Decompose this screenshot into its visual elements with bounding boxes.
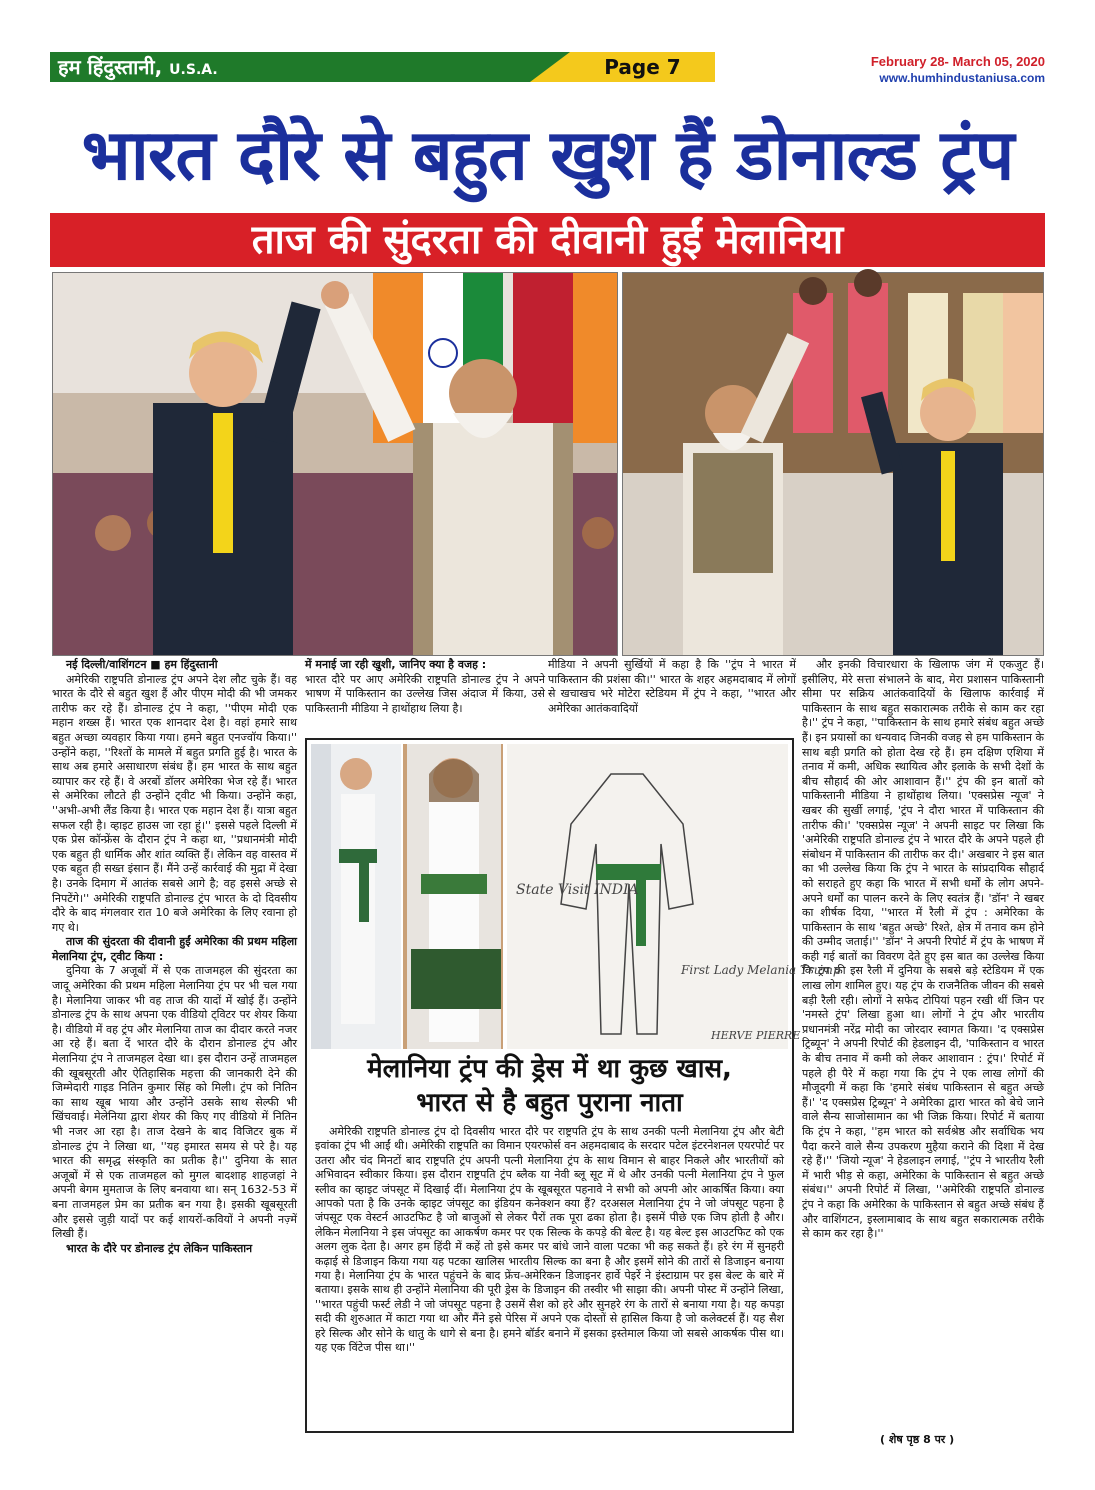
article-column-4 [802, 658, 1044, 1428]
website-link[interactable]: www.humhindustaniusa.com [879, 71, 1045, 85]
article-column-1 [52, 658, 297, 1448]
paper-name-text: हम हिंदुस्तानी, [58, 55, 163, 79]
boxed-heading-line-2: भारत से है बहुत पुराना नाता [416, 1088, 683, 1118]
page-number: Page 7 [570, 52, 715, 82]
paper-region: U.S.A. [169, 62, 218, 78]
designer-signature: HERVE PIERRE [711, 1029, 801, 1042]
article-subheading: में मनाई जा रही खुशी, जानिए क्या है वजह : [305, 658, 487, 671]
masthead [50, 52, 1045, 85]
sketch-label-state-visit: State Visit INDIA [516, 882, 639, 898]
issue-date: February 28- March 05, 2020 [870, 54, 1045, 69]
article-paragraph: मीडिया ने अपनी सुर्खियों में कहा है कि ''ट्रंप ने भारत में पाकिस्तान की प्रशंसा की।'' भारत के शहर अहमदाबाद में लोगों से खचाखच भरे मोटेरा स्टेडियम में ट्रंप ने कहा, ''भारत और अमेरिका आतंकवादियों [548, 658, 796, 715]
article-paragraph: और इनकी विचारधारा के खिलाफ जंग में एकजुट हैं। इसीलिए, मेरे सत्ता संभालने के बाद, मेरा प्रशासन पाकिस्तानी सीमा पर सक्रिय आतंकवादियों के खिलाफ कार्रवाई में पाकिस्तान के साथ बहुत सकारात्मक तरीके से काम कर रहा है।'' ट्रंप ने कहा, ''पाकिस्तान के साथ हमारे संबंध बहुत अच्छे हैं। इन प्रयासों का धन्यवाद जिनकी वजह से हम पाकिस्तान के साथ बड़ी प्रगति को होता देख रहे हैं। हम दक्षिण एशिया में तनाव में कमी, अधिक स्थायित्व और इलाके के सभी देशों के बीच सौहार्द की ओर आशावान हैं।'' ट्रंप की इन बातों को पाकिस्तानी मीडिया ने हाथोंहाथ लिया। 'एक्सप्रेस न्यूज' ने खबर की सुर्खी लगाई, 'ट्रंप ने दौरा भारत में पाकिस्तान की तारीफ की।' 'एक्सप्रेस न्यूज' ने अपनी साइट पर लिखा कि 'अमेरिकी राष्ट्रपति डोनाल्ड ट्रंप ने भारत दौरे के अपने पहले ही संबोधन में पाकिस्तान की तारीफ कर दी।' अखबार ने इस बात का भी उल्लेख किया कि ट्रंप ने भारत के सांप्रदायिक सौहार्द को सराहते हुए कहा कि भारत में सभी धर्मों के लोग अपने-अपने धर्मों का पालन करने के लिए स्वतंत्र हैं। 'डॉन' ने खबर का शीर्षक दिया, ''भारत में रैली में ट्रंप : अमेरिका के पाकिस्तान के साथ 'बहुत अच्छे' रिश्ते, क्षेत्र में तनाव कम होने की उम्मीद जताई।'' 'डॉन' ने अपनी रिपोर्ट में ट्रंप के भाषण में कही गई बातों का विवरण देते हुए इस बात का उल्लेख किया कि ट्रंप की इस रैली में दुनिया के सबसे बड़े स्टेडियम में एक लाख लोग शामिल हुए। यह ट्रंप के राजनैतिक जीवन की सबसे बड़ी रैली रही। लोगों ने सफेद टोपियां पहन रखी थीं जिन पर 'नमस्ते ट्रंप' लिखा हुआ था। लोगों ने ट्रंप और भारतीय प्रधानमंत्री नरेंद्र मोदी का जोरदार स्वागत किया। 'द एक्सप्रेस ट्रिब्यून' ने अपनी रिपोर्ट की हेडलाइन दी, 'पाकिस्तान व भारत के बीच तनाव में कमी को लेकर आशावान : ट्रंप।' रिपोर्ट में पहले ही पैरे में कहा गया कि ट्रंप ने एक लाख लोगों की मौजूदगी में कहा कि 'हमारे संबंध पाकिस्तान से बहुत अच्छे हैं।' 'द एक्सप्रेस ट्रिब्यून' ने अमेरिका द्वारा भारत को बेचे जाने वाले सैन्य साजोसामान का भी जिक्र किया। रिपोर्ट में बताया कि ट्रंप ने कहा, ''हम भारत को सर्वश्रेष्ठ और सर्वाधिक भय पैदा करने वाले सैन्य उपकरण मुहैया कराने की दिशा में देख रहे हैं।'' 'जियो न्यूज' ने हेडलाइन लगाई, ''ट्रंप ने भारतीय रैली में भारी भीड़ से कहा, अमेरिका के पाकिस्तान से बहुत अच्छे संबंध।'' अपनी रिपोर्ट में लिखा, ''अमेरिकी राष्ट्रपति डोनाल्ड ट्रंप ने कहा कि अमेरिका के पाकिस्तान से बहुत अच्छे संबंध हैं और वाशिंगटन, इस्लामाबाद के साथ बहुत सकारात्मक तरीके से काम कर रहा है।'' [802, 658, 1044, 1241]
article-paragraph: भारत दौरे पर आए अमेरिकी राष्ट्रपति डोनाल्ड ट्रंप ने अपने भाषण में पाकिस्तान का उल्लेख जिस अंदाज में किया, उसे पाकिस्तानी मीडिया ने हाथोंहाथ लिया है। [305, 672, 545, 715]
sub-headline: ताज की सुंदरता की दीवानी हुईं मेलानिया [50, 213, 1045, 267]
main-headline: भारत दौरे से बहुत खुश हैं डोनाल्ड ट्रंप [81, 114, 1014, 196]
article-paragraph: दुनिया के 7 अजूबों में से एक ताजमहल की सुंदरता का जादू अमेरिका की प्रथम महिला मेलानिया ट्रंप पर भी चल गया है। मेलानिया जाकर भी वह ताज की यादों में खोई हैं। उन्होंने डोनाल्ड ट्रंप के साथ अपना एक वीडियो ट्विटर पर शेयर किया है। वीडियो में वह ट्रंप और मेलानिया ताज का दीदार करते नजर आ रहे हैं। बता दें भारत दौरे के दौरान डोनाल्ड ट्रंप और मेलानिया ट्रंप ने ताजमहल देखा था। इस दौरान उन्हें ताजमहल की खूबसूरती और ऐतिहासिक महत्ता की जानकारी देने की जिम्मेदारी गाइड नितिन कुमार सिंह को मिली। ट्रंप को नितिन का साथ खूब भाया और उन्होंने उसके साथ सेल्फी भी खिंचवाई। मेलेनिया द्वारा शेयर की किए गए वीडियो में नितिन भी नजर आ रहा है। ताज देखने के बाद विजिटर बुक में डोनाल्ड ट्रंप ने लिखा था, ''यह इमारत समय से परे है। यह भारत की समृद्ध संस्कृति का प्रतीक है।'' दुनिया के सात अजूबों में से एक ताजमहल को मुगल बादशाह शाहजहां ने अपनी बेगम मुमताज के लिए बनवाया था। सन् 1632-53 में बना ताजमहल प्रेम का प्रतीक बन गया है। इसकी खूबसूरती और इससे जुड़ी यादों पर कई शायरों-कवियों ने अपनी नज़्में लिखी हैं। [52, 964, 297, 1241]
article-column-3 [548, 658, 796, 728]
article-dateline: नई दिल्ली/वाशिंगटन ■ हम हिंदुस्तानी [66, 658, 218, 671]
masthead-divider [530, 52, 570, 82]
photo-modi-trump-waving [622, 272, 1044, 656]
boxed-story-heading [313, 1052, 786, 1120]
article-paragraph: अमेरिकी राष्ट्रपति डोनाल्ड ट्रंप अपने देश लौट चुके हैं। वह भारत के दौरे से बहुत खुश हैं और पीएम मोदी की भी जमकर तारीफ कर रहे हैं। डोनाल्ड ट्रंप ने कहा, ''पीएम मोदी एक महान शख्स हैं। भारत एक शानदार देश है। वहां हमारे साथ बहुत अच्छा व्यवहार किया गया। हमने बहुत एनज्वॉय किया।'' उन्होंने कहा, ''रिश्तों के मामले में बहुत प्रगति हुई है। भारत के साथ अब हमारे असाधारण संबंध हैं। हम भारत के साथ बहुत व्यापार कर रहे हैं। वे अरबों डॉलर अमेरिका भेज रहे हैं। भारत से अमेरिका लौटते ही उन्होंने ट्वीट भी किया। उन्होंने कहा, ''अभी-अभी लैंड किया है। भारत एक महान देश हैं। यात्रा बहुत सफल रही है। व्हाइट हाउस जा रहा हूं।'' इससे पहले दिल्ली में एक प्रेस कॉन्फ्रेंस के दौरान ट्रंप ने कहा था, ''प्रधानमंत्री मोदी एक बहुत ही धार्मिक और शांत व्यक्ति हैं। लेकिन वह वास्तव में एक बहुत ही सख्त इंसान हैं। मैंने उन्हें कार्रवाई की मुद्रा में देखा है। उनके दिमाग में आतंक सबसे आगे है; वह इससे अच्छे से निपटेंगे।'' अमेरिकी राष्ट्रपति डोनाल्ड ट्रंप भारत के दो दिवसीय दौरे के बाद मंगलवार रात 10 बजे अमेरिका के लिए रवाना हो गए थे। [52, 672, 297, 934]
boxed-story-body: अमेरिकी राष्ट्रपति डोनाल्ड ट्रंप दो दिवसीय भारत दौरे पर राष्ट्रपति ट्रंप के साथ उनकी पत्नी मेलानिया ट्रंप और बेटी इवांका ट्रंप भी आईं थी। अमेरिकी राष्ट्रपति का विमान एयरफोर्स वन अहमदाबाद के सरदार पटेल इंटरनेशनल एयरपोर्ट पर उतरा और चंद मिनटों बाद राष्ट्रपति ट्रंप अपनी पत्नी मेलानिया ट्रंप के साथ विमान से बाहर निकले और भारतीयों को अभिवादन स्वीकार किया। इस दौरान राष्ट्रपति ट्रंप ब्लैक या नेवी ब्लू सूट में थे और उनकी पत्नी मेलानिया ट्रंप ने फुल स्लीव का व्हाइट जंपसूट में दिखाई दीं। मेलानिया ट्रंप के खूबसूरत पहनावे ने सभी को अपनी ओर आकर्षित किया। क्या आपको पता है कि उनके व्हाइट जंपसूट का इंडियन कनेक्शन क्या हैं? दरअसल मेलानिया ट्रंप ने जो जंपसूट पहना है जंपसूट एक वेस्टर्न आउटफिट है जो बाजुओं से लेकर पैरों तक पूरा ढका होता है। इसमें पीछे एक जिप होती है और। लेकिन मेलानिया ने इस जंपसूट का आकर्षण कमर पर एक सिल्क के कपड़े की बेल्ट है। यह बेल्ट इस आउटफिट को एक अलग लुक देता है। अगर हम हिंदी में कहें तो इसे कमर पर बांधे जाने वाला पटका भी कह सकते हैं। हरे रंग में सुनहरी कढ़ाई से डिजाइन किया गया यह पटका खालिस भारतीय सिल्क का बना है और इसमें सोने की तारों से डिजाइन बनाया गया है। मेलानिया ट्रंप के भारत पहुंचने के बाद फ्रेंच-अमेरिकन डिजाइनर हार्वे पेइर्रे ने इंस्टाग्राम पर इस बेल्ट के बारे में बताया। इसके साथ ही उन्होंने मेलानिया की पूरी ड्रेस के डिजाइन की तस्वीर भी साझा की। अपनी पोस्ट में उन्होंने लिखा, ''भारत पहुंची फर्स्ट लेडी ने जो जंपसूट पहना है उसमें सैश को हरे और सुनहरे रंग के तारों से बनाया गया है। यह कपड़ा सदी की शुरुआत में काटा गया था और मैंने इसे पेरिस में अपने एक दोस्तों से हासिल किया है जो कलेक्टर्स हैं। यह सैश हरे सिल्क और सोने के धातु के धागे से बना है। हमने बॉर्डर बनाने में इसका इस्तेमाल किया जो सबसे आकर्षक पीस था। यह एक विंटेज पीस था।'' [315, 1125, 784, 1355]
article-subheading: भारत के दौरे पर डोनाल्ड ट्रंप लेकिन पाकिस्तान [66, 1241, 253, 1255]
melania-dress-photos [311, 744, 841, 1049]
article-column-2 [305, 658, 545, 728]
paper-name [50, 52, 530, 82]
article-subheading: ताज की सुंदरता की दीवानी हुईं अमेरिका की प्रथम महिला मेलानिया ट्रंप, ट्वीट किया : [52, 935, 297, 963]
photo-trump-modi-handshake [52, 272, 618, 656]
sketch-label-first-lady: First Lady Melania Trump [681, 963, 841, 977]
masthead-info [871, 54, 1045, 85]
boxed-heading-line-1: मेलानिया ट्रंप की ड्रेस में था कुछ खास, [367, 1054, 732, 1084]
continued-on-page: ( शेष पृष्ठ 8 पर ) [880, 1433, 955, 1446]
boxed-story-melania-dress [305, 738, 841, 1433]
